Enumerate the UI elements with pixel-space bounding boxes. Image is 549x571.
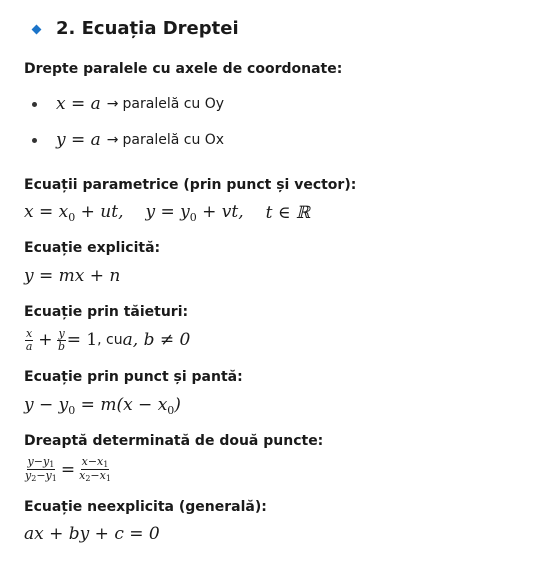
point-slope-formula: $y - y_0 = m(x - x_0)$	[24, 395, 181, 417]
description: paralelă cu Ox	[122, 132, 225, 148]
parametric-label: Ecuații parametrice (prin punct și vector):	[24, 177, 357, 193]
arrow: →	[106, 132, 119, 148]
point-slope-label: Ecuație prin punct și pantă:	[24, 369, 243, 385]
t-domain: t ∈ ℝ	[265, 203, 311, 223]
explicit-formula: y = mx + n	[24, 266, 121, 286]
general-formula: ax + by + c = 0	[24, 524, 160, 544]
list-item-parallel-oy	[56, 94, 224, 114]
parallel-label: Drepte paralele cu axele de coordonate:	[24, 61, 343, 77]
fraction-x-over-a: $\frac{x}{a}$	[25, 327, 33, 353]
general-label: Ecuație neexplicita (generală):	[24, 499, 267, 515]
fraction-y: $\frac{y-y1}{y2-y1}$	[25, 455, 57, 484]
diamond-bullet-icon	[32, 24, 42, 34]
fraction-y-over-b: $\frac{y}{b}$	[58, 327, 66, 353]
bullet-dot	[32, 138, 37, 143]
two-points-label: Dreaptă determinată de două puncte:	[24, 433, 324, 449]
arrow: →	[106, 96, 119, 112]
section-title: 2. Ecuația Dreptei	[56, 18, 239, 39]
intercepts-formula: $\frac{x}{a}$ + $\frac{y}{b}$ = 1 , cu a, b ≠ 0	[25, 327, 191, 353]
intercepts-label: Ecuație prin tăieturi:	[24, 304, 189, 320]
two-points-formula: $\frac{y-y1}{y2-y1}$ = $\frac{x-x1}{x2-x1}$	[25, 455, 111, 484]
condition: a, b ≠ 0	[122, 330, 191, 351]
equation: y = a	[56, 130, 101, 150]
equation: x = a	[56, 94, 101, 114]
parametric-formula	[24, 202, 310, 224]
x-equation: $x = x_0$ + ut,	[24, 202, 124, 224]
y-equation: $y = y_0$ + vt,	[145, 202, 244, 224]
bullet-dot	[32, 102, 37, 107]
explicit-label: Ecuație explicită:	[24, 240, 161, 256]
section-header	[33, 18, 239, 39]
description: paralelă cu Oy	[122, 96, 225, 112]
list-item-parallel-ox	[56, 130, 224, 150]
fraction-x: $\frac{x-x1}{x2-x1}$	[79, 455, 111, 484]
